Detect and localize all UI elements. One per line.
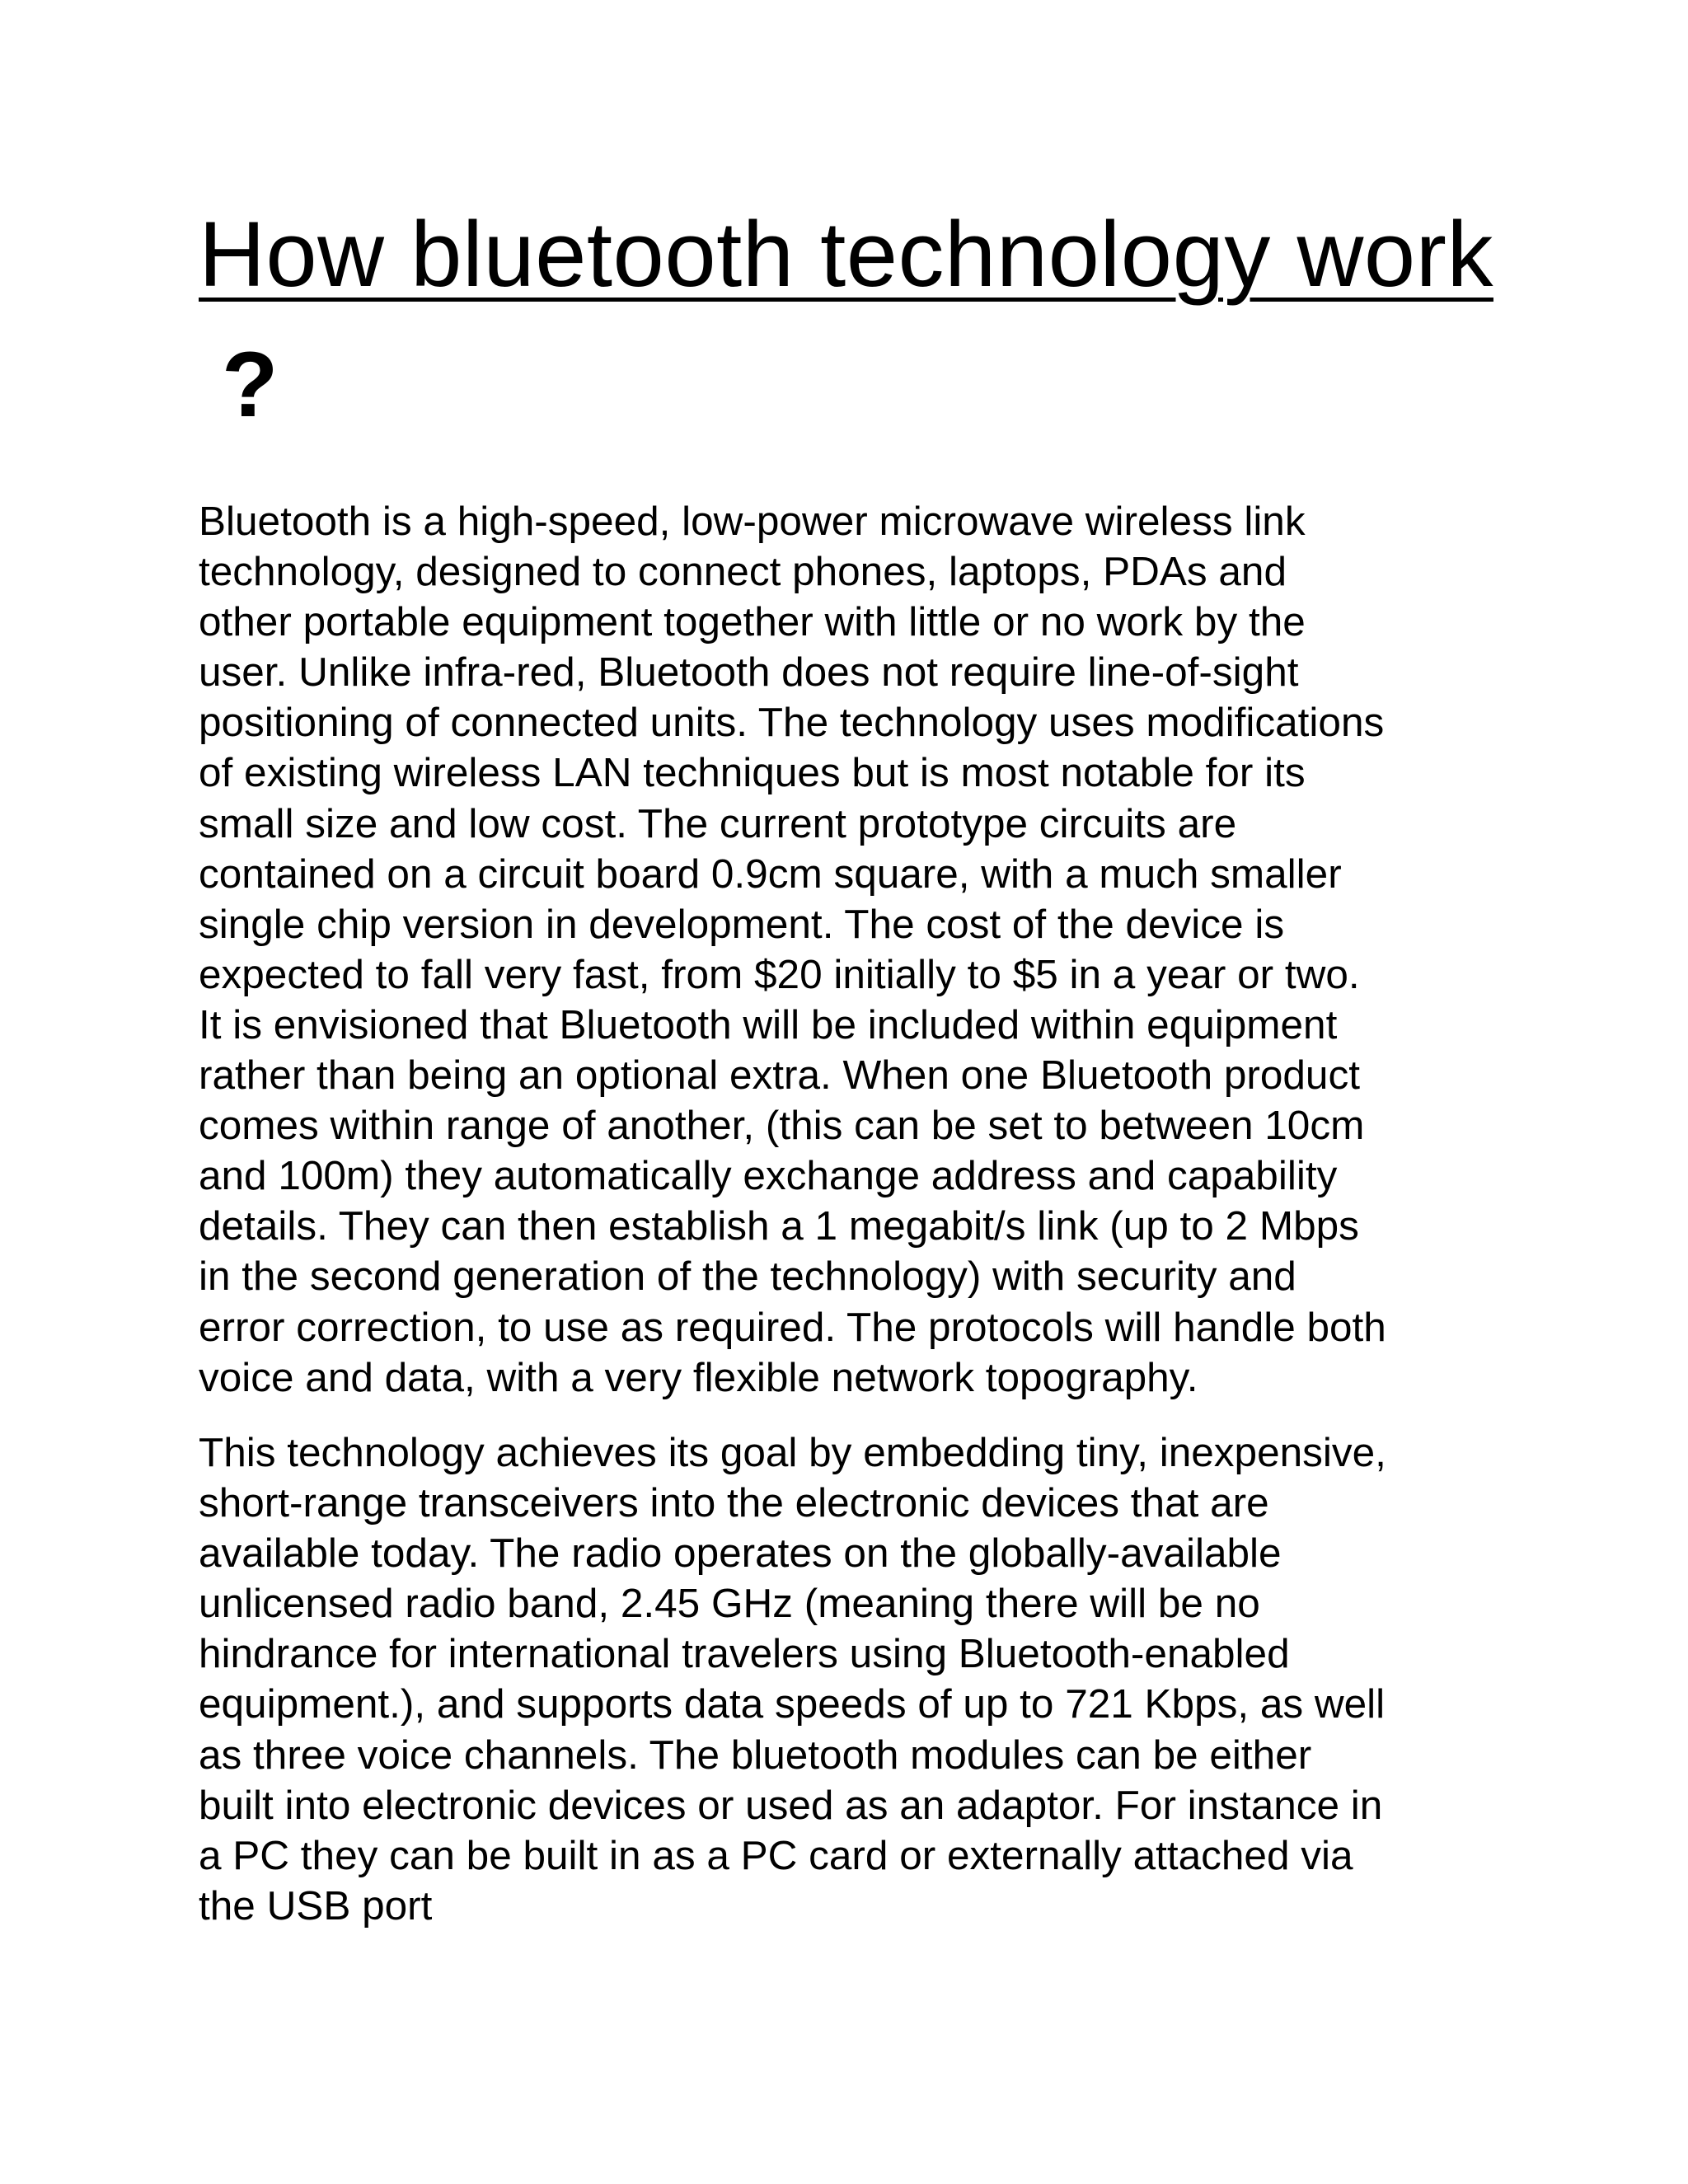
text-line: built into electronic devices or used as an adaptor. For instance in: [199, 1782, 1383, 1828]
text-line: It is envisioned that Bluetooth will be included within equipment: [199, 1001, 1338, 1047]
title-text: How bluetooth technology work: [199, 203, 1493, 306]
text-line: This technology achieves its goal by embedding tiny, inexpensive,: [199, 1430, 1386, 1475]
text-line: a PC they can be built in as a PC card or externally attached via: [199, 1832, 1353, 1878]
text-line: and 100m) they automatically exchange address and capability: [199, 1153, 1338, 1199]
text-line: contained on a circuit board 0.9cm square, with a much smaller: [199, 851, 1342, 897]
text-line: technology, designed to connect phones, laptops, PDAs and: [199, 549, 1287, 595]
paragraph-1: [199, 496, 1550, 1403]
text-line: error correction, to use as required. The protocols will handle both: [199, 1304, 1386, 1350]
text-line: single chip version in development. The cost of the device is: [199, 901, 1285, 947]
text-line: other portable equipment together with little or no work by the: [199, 599, 1306, 645]
paragraph-2: [199, 1427, 1550, 1931]
text-line: small size and low cost. The current prototype circuits are: [199, 800, 1237, 846]
text-line: comes within range of another, (this can be set to between 10cm: [199, 1103, 1365, 1149]
text-line: of existing wireless LAN techniques but is most notable for its: [199, 750, 1306, 796]
text-line: unlicensed radio band, 2.45 GHz (meaning there will be no: [199, 1581, 1260, 1627]
text-line: short-range transceivers into the electronic devices that are: [199, 1480, 1269, 1526]
text-line: expected to fall very fast, from $20 initially to $5 in a year or two.: [199, 951, 1360, 997]
page-title: [199, 190, 1534, 450]
text-line: rather than being an optional extra. When one Bluetooth product: [199, 1052, 1360, 1099]
text-line: details. They can then establish a 1 megabit/s link (up to 2 Mbps: [199, 1203, 1359, 1249]
text-line: in the second generation of the technology) with security and: [199, 1254, 1296, 1300]
text-line: the USB port: [199, 1882, 433, 1929]
text-line: as three voice channels. The bluetooth modules can be either: [199, 1732, 1312, 1778]
text-line: equipment.), and supports data speeds of up to 721 Kbps, as well: [199, 1681, 1386, 1727]
text-line: voice and data, with a very flexible network topography.: [199, 1354, 1198, 1400]
text-line: Bluetooth is a high-speed, low-power microwave wireless link: [199, 499, 1306, 544]
title-question-mark: ?: [222, 333, 279, 436]
text-line: hindrance for international travelers using Bluetooth-enabled: [199, 1631, 1290, 1677]
text-line: available today. The radio operates on the globally-available: [199, 1530, 1282, 1577]
text-line: user. Unlike infra-red, Bluetooth does not require line-of-sight: [199, 649, 1299, 696]
text-line: positioning of connected units. The technology uses modifications: [199, 700, 1385, 746]
